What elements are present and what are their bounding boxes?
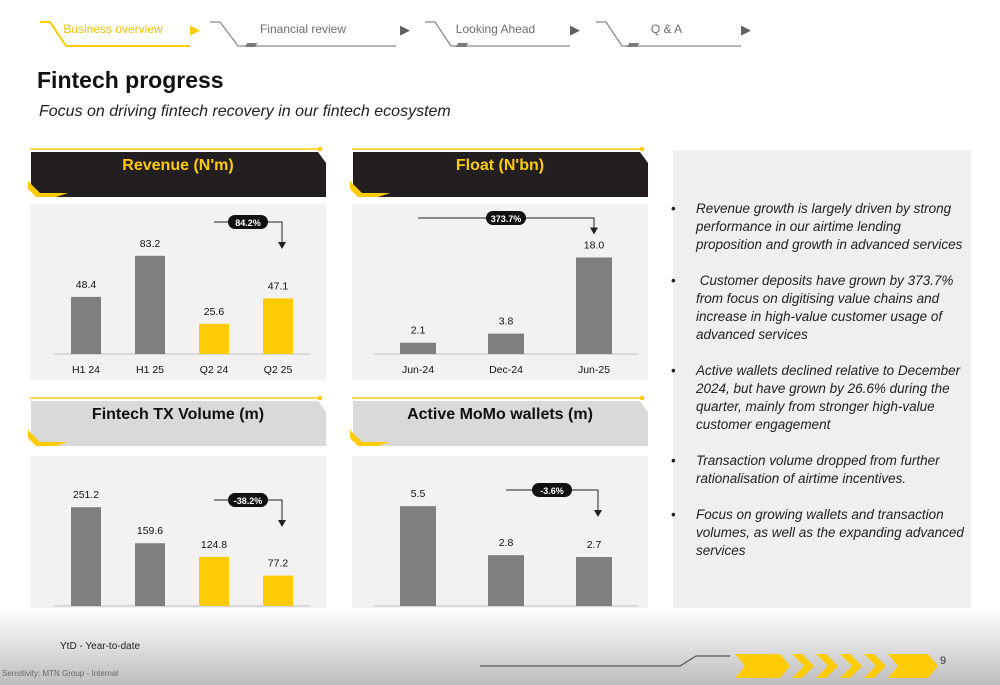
tick-label: Dec-24 bbox=[489, 364, 523, 376]
bar-dec-24 bbox=[488, 555, 524, 606]
nav-tab-looking-ahead[interactable] bbox=[425, 14, 580, 54]
growth-arrow-head bbox=[278, 242, 286, 249]
bar-jun-25 bbox=[576, 257, 612, 354]
data-label: 48.4 bbox=[75, 278, 97, 291]
commentary-text: Customer deposits have grown by 373.7% from focus on digitising value chains and increase in high-value customer usage of advanced services bbox=[696, 273, 958, 342]
bar-jun-24 bbox=[400, 343, 436, 354]
growth-badge-label: -3.6% bbox=[540, 486, 564, 496]
chevron-right-icon: ▶ bbox=[741, 22, 751, 37]
nav-tab-label: Financial review bbox=[259, 22, 347, 36]
momo-wallets-chart bbox=[352, 456, 648, 632]
data-label: 2.7 bbox=[586, 538, 602, 551]
nav-tab-label: Business overview bbox=[63, 22, 163, 36]
footer-stripes bbox=[480, 652, 940, 682]
growth-badge-label: 373.7% bbox=[490, 214, 522, 224]
bar-q2-24 bbox=[199, 324, 229, 354]
growth-arrow-head bbox=[594, 510, 602, 517]
commentary-item bbox=[673, 452, 965, 488]
bullet-icon: • bbox=[671, 507, 676, 522]
bar-jun-24 bbox=[400, 506, 436, 606]
data-label: 251.2 bbox=[72, 489, 100, 502]
chart-title: Float (N'bn) bbox=[455, 157, 545, 174]
nav-tab-qa[interactable] bbox=[596, 14, 751, 54]
growth-badge-label: 84.2% bbox=[235, 218, 261, 228]
commentary-item bbox=[673, 272, 965, 344]
momo-wallets-header bbox=[350, 394, 650, 446]
float-header bbox=[350, 145, 650, 197]
chevron-right-icon: ▶ bbox=[570, 22, 580, 37]
data-label: 124.8 bbox=[200, 538, 228, 551]
data-label: 25.6 bbox=[203, 305, 225, 318]
commentary-item bbox=[673, 200, 965, 254]
tick-label: Q2 24 bbox=[199, 364, 229, 376]
bullet-icon: • bbox=[671, 273, 676, 288]
commentary-panel bbox=[673, 150, 971, 630]
bar-h1-24 bbox=[71, 507, 101, 606]
data-label: 2.1 bbox=[410, 324, 426, 337]
bullet-icon: • bbox=[671, 453, 676, 468]
commentary-text: Active wallets declined relative to December 2024, but have grown by 26.6% during the quarter, mainly from stronger high-value customer engagement bbox=[696, 363, 961, 432]
data-label: 18.0 bbox=[583, 239, 605, 252]
bar-q2-24 bbox=[199, 557, 229, 606]
page-number: 9 bbox=[940, 655, 947, 667]
growth-badge-label: -38.2% bbox=[233, 496, 263, 506]
float-chart bbox=[352, 204, 648, 380]
nav-tab-label: Looking Ahead bbox=[455, 22, 536, 36]
growth-arrow-head bbox=[278, 520, 286, 527]
bar-q2-25 bbox=[263, 298, 293, 354]
tick-label: Jun-24 bbox=[401, 364, 435, 376]
commentary-item bbox=[673, 506, 965, 560]
bullet-icon: • bbox=[671, 201, 676, 216]
nav-tab-label: Q & A bbox=[650, 22, 683, 36]
bar-h1-25 bbox=[135, 256, 165, 354]
tick-label: H1 24 bbox=[71, 364, 101, 376]
growth-arrow-head bbox=[590, 227, 598, 234]
bar-jun-25 bbox=[576, 557, 612, 606]
footer-note: YtD - Year-to-date bbox=[60, 641, 141, 652]
page-subtitle: Focus on driving fintech recovery in our fintech ecosystem bbox=[39, 103, 451, 120]
tx-volume-chart bbox=[30, 456, 326, 632]
tick-label: Q2 25 bbox=[263, 364, 293, 376]
bullet-icon: • bbox=[671, 363, 676, 378]
chart-title: Fintech TX Volume (m) bbox=[91, 406, 265, 423]
tx-volume-chart-svg bbox=[30, 456, 326, 632]
revenue-chart-svg bbox=[30, 204, 326, 380]
tick-label: H1 25 bbox=[135, 364, 165, 376]
bar-h1-25 bbox=[135, 543, 165, 606]
data-label: 47.1 bbox=[267, 280, 289, 293]
nav-tab-business-overview[interactable] bbox=[40, 14, 200, 54]
commentary-list bbox=[673, 150, 971, 560]
chart-title: Active MoMo wallets (m) bbox=[407, 406, 593, 423]
revenue-header bbox=[28, 145, 328, 197]
commentary-text: Transaction volume dropped from further rationalisation of airtime incentives. bbox=[696, 453, 940, 486]
bar-dec-24 bbox=[488, 334, 524, 354]
nav-tab-financial-review[interactable] bbox=[210, 14, 410, 54]
float-chart-svg bbox=[352, 204, 648, 380]
commentary-text: Revenue growth is largely driven by strong performance in our airtime lending proposition and growth in advanced services bbox=[696, 201, 963, 252]
data-label: 83.2 bbox=[139, 237, 161, 250]
data-label: 5.5 bbox=[410, 488, 426, 501]
momo-wallets-chart-svg bbox=[352, 456, 648, 632]
section-nav bbox=[0, 14, 1000, 54]
bar-h1-24 bbox=[71, 297, 101, 354]
data-label: 2.8 bbox=[498, 537, 514, 550]
bar-q2-25 bbox=[263, 576, 293, 606]
data-label: 3.8 bbox=[498, 315, 514, 328]
commentary-item bbox=[673, 362, 965, 434]
tick-label: Jun-25 bbox=[577, 364, 611, 376]
revenue-chart bbox=[30, 204, 326, 380]
tx-volume-header bbox=[28, 394, 328, 446]
page-title: Fintech progress bbox=[37, 67, 224, 93]
sensitivity-label: Sensitivity: MTN Group - Internal bbox=[2, 669, 119, 678]
chart-title: Revenue (N'm) bbox=[122, 157, 234, 174]
data-label: 159.6 bbox=[136, 525, 164, 538]
commentary-text: Focus on growing wallets and transaction volumes, as well as the expanding advanced services bbox=[696, 507, 964, 558]
data-label: 77.2 bbox=[267, 557, 289, 570]
chevron-right-icon: ▶ bbox=[190, 22, 200, 37]
chevron-right-icon: ▶ bbox=[400, 22, 410, 37]
